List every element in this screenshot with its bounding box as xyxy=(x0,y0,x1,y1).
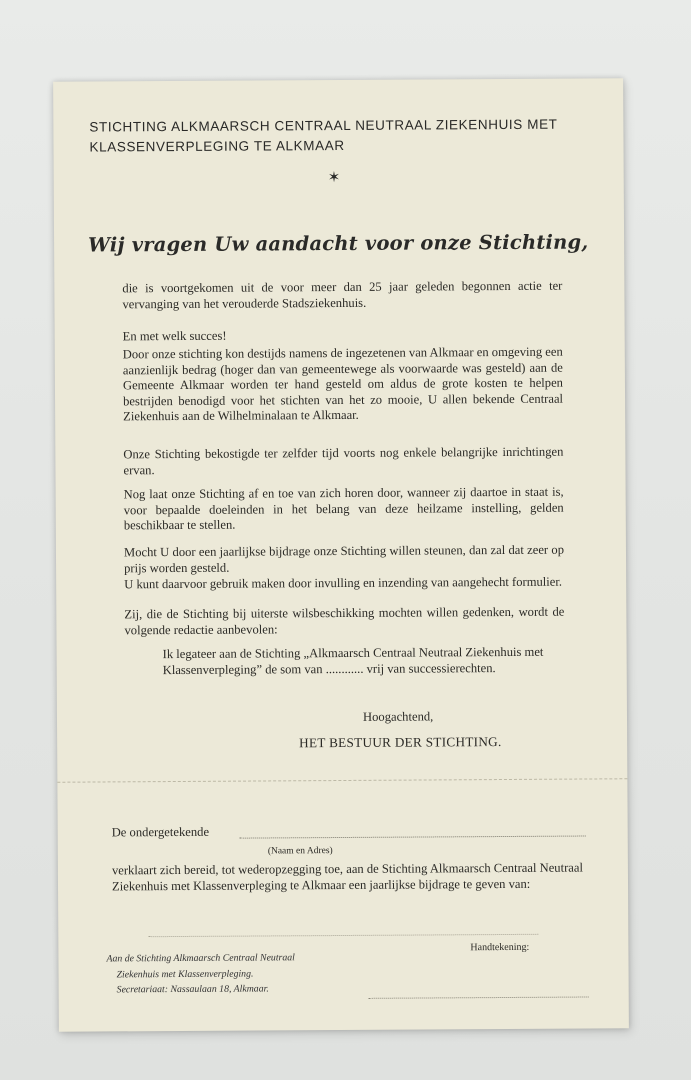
star-icon: ✶ xyxy=(327,169,341,187)
paragraph-support: Mocht U door een jaarlijkse bijdrage onze Stichting willen steunen, dan zal dat zeer op prijs worden gesteld. xyxy=(123,542,565,575)
paragraph-success: En met welk succes! xyxy=(122,328,227,344)
address-line-1: Aan de Stichting Alkmaarsch Centraal Neutraal xyxy=(106,952,295,965)
closing: Hoogachtend, xyxy=(362,709,434,724)
paragraph-bequest: Zij, die de Stichting bij uiterste wilsbeschikking mochten willen gedenken, wordt de volgende redactie aanbevolen: xyxy=(124,604,565,637)
board-signature: HET BESTUUR DER STICHTING. xyxy=(299,734,502,751)
headline: Wij vragen Uw aandacht voor onze Stichting, xyxy=(88,230,589,257)
signature-label: Handtekening: xyxy=(470,941,530,954)
paragraph-origin: die is voortgekomen uit de voor meer dan 25 jaar geleden begonnen actie ter vervanging van het verouderde Stadsziekenhuis. xyxy=(122,278,563,311)
letterhead xyxy=(89,114,589,157)
paragraph-facilities: Onze Stichting bekostigde ter zelfder tijd voorts nog enkele belangrijke inrichtingen ervan. xyxy=(123,444,564,477)
letterhead-line-2: KLASSENVERPLEGING TE ALKMAAR xyxy=(89,137,345,155)
undersigned-label: De ondergetekende xyxy=(111,824,210,840)
address-line-3: Secretariaat: Nassaulaan 18, Alkmaar. xyxy=(116,983,269,996)
address-line-2: Ziekenhuis met Klassenverpleging. xyxy=(116,968,254,980)
letterhead-line-1: STICHTING ALKMAARSCH CENTRAAL NEUTRAAL ZIEKENHUIS MET xyxy=(89,116,558,135)
return-address xyxy=(106,950,406,999)
paragraph-form: U kunt daarvoor gebruik maken door invulling en inzending van aangehecht formulier. xyxy=(124,574,563,592)
paragraph-history: Door onze stichting kon destijds namens de ingezetenen van Alkmaar en omgeving een aanzienlijk bedrag (hoger dan van gemeentewege als voorwaarde was gesteld) aan de Gemeente Alkmaar worden ter hand gesteld om aldus de grote kosten te helpen bestrijden benodigd voor het stichten van het zo mooie, U allen bekende Centraal Ziekenhuis aan de Wilhelminalaan te Alkmaar. xyxy=(122,344,564,424)
contribution-amount-field[interactable] xyxy=(148,934,538,937)
declaration-text: verklaart zich bereid, tot wederopzegging toe, aan de Stichting Alkmaarsch Centraal Neutraal Ziekenhuis met Klassenverpleging te Alkmaar een jaarlijkse bijdrage te geven van: xyxy=(111,860,583,893)
bequest-text: Ik legateer aan de Stichting „Alkmaarsch Centraal Neutraal Ziekenhuis met Klassenverpleging” de som van ............ vrij van successierechten. xyxy=(162,644,544,677)
perforation-line xyxy=(57,778,627,782)
name-address-caption: (Naam en Adres) xyxy=(267,846,333,857)
paragraph-funding: Nog laat onze Stichting af en toe van zich horen door, wanneer zij daartoe in staat is, voor bepaalde doeleinden in het belang van deze heilzame instelling, gelden beschikbaar te stellen. xyxy=(123,484,564,533)
signature-field[interactable] xyxy=(369,996,589,998)
document-sheet xyxy=(53,78,629,1031)
